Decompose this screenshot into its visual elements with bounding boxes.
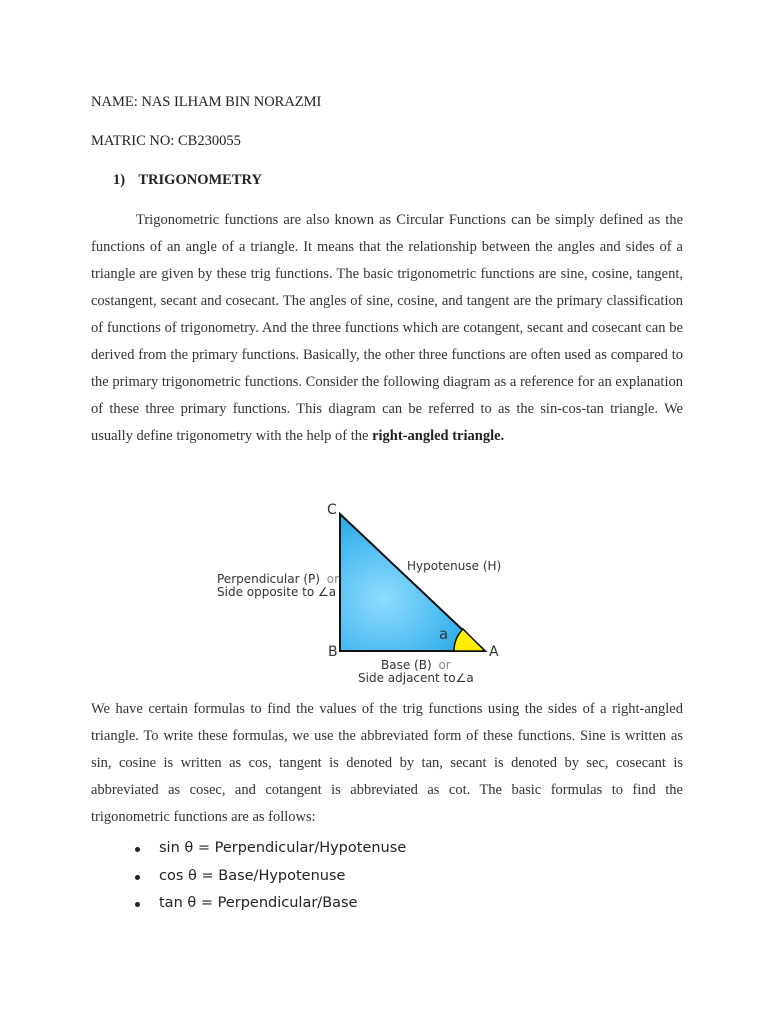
formula-item <box>132 863 406 891</box>
formula-item <box>132 890 406 918</box>
formula-text: sin θ = Perpendicular/Hypotenuse <box>159 840 407 856</box>
hypotenuse-label: Hypotenuse (H) <box>407 559 502 573</box>
student-name: NAME: NAS ILHAM BIN NORAZMI <box>91 94 322 110</box>
vertex-b-label: B <box>328 644 338 660</box>
perpendicular-or: or <box>326 572 340 586</box>
base-or: or <box>438 658 451 672</box>
perpendicular-label: Perpendicular (P) <box>217 572 320 586</box>
base-sub-label: Side adjacent to∠a <box>358 671 474 685</box>
intro-text: Trigonometric functions are also known as Circular Functions can be simply defined as the functions of an angle of a triangle. It means that the relationship between the angles and sides of a triangle are given by these trig functions. The basic trigonometric functions are sine, cosine, tangent, costangent, secant and cosecant. The angles of sine, cosine, and tangent are the primary classification of functions of trigonometry. And the three functions which are cotangent, secant and cosecant can be derived from the primary functions. Basically, the other three functions are often used as compared to the primary trigonometric functions. Consider the following diagram as a reference for an explanation of these three primary functions. This diagram can be referred to as the sin-cos-tan triangle. We usually define trigonometry with the help of the <box>91 212 683 444</box>
formulas-intro-paragraph: We have certain formulas to find the values of the trig functions using the sides of a right-angled triangle. To write these formulas, we use the abbreviated form of these functions. Sine is written as sin, cosine is written as cos, tangent is denoted by tan, secant is denoted by sec, cosecant is abbreviated as cosec, and cotangent is abbreviated as cot. The basic formulas to find the trigonometric functions are as follows: <box>91 701 683 825</box>
formula-text: tan θ = Perpendicular/Base <box>159 895 358 911</box>
vertex-c-label: C <box>327 502 337 518</box>
perpendicular-label-line <box>217 572 339 586</box>
base-label: Base (B) <box>381 658 432 672</box>
matric-number: MATRIC NO: CB230055 <box>91 133 241 149</box>
base-label-line <box>381 658 451 672</box>
formula-item <box>132 835 406 863</box>
right-triangle-diagram <box>210 497 530 689</box>
formula-text: cos θ = Base/Hypotenuse <box>159 867 346 884</box>
intro-paragraph <box>91 207 683 450</box>
perpendicular-sub-label: Side opposite to ∠a <box>217 585 337 599</box>
section-heading <box>113 172 262 189</box>
angle-label: a <box>439 625 449 643</box>
bullet-icon <box>135 847 140 852</box>
bullet-icon <box>135 875 140 880</box>
vertex-a-label: A <box>489 644 499 660</box>
formula-list <box>132 835 406 918</box>
intro-bold-text: right-angled triangle. <box>372 428 505 444</box>
section-title: TRIGONOMETRY <box>138 172 262 188</box>
bullet-icon <box>135 902 140 907</box>
section-number: 1) <box>113 172 126 188</box>
